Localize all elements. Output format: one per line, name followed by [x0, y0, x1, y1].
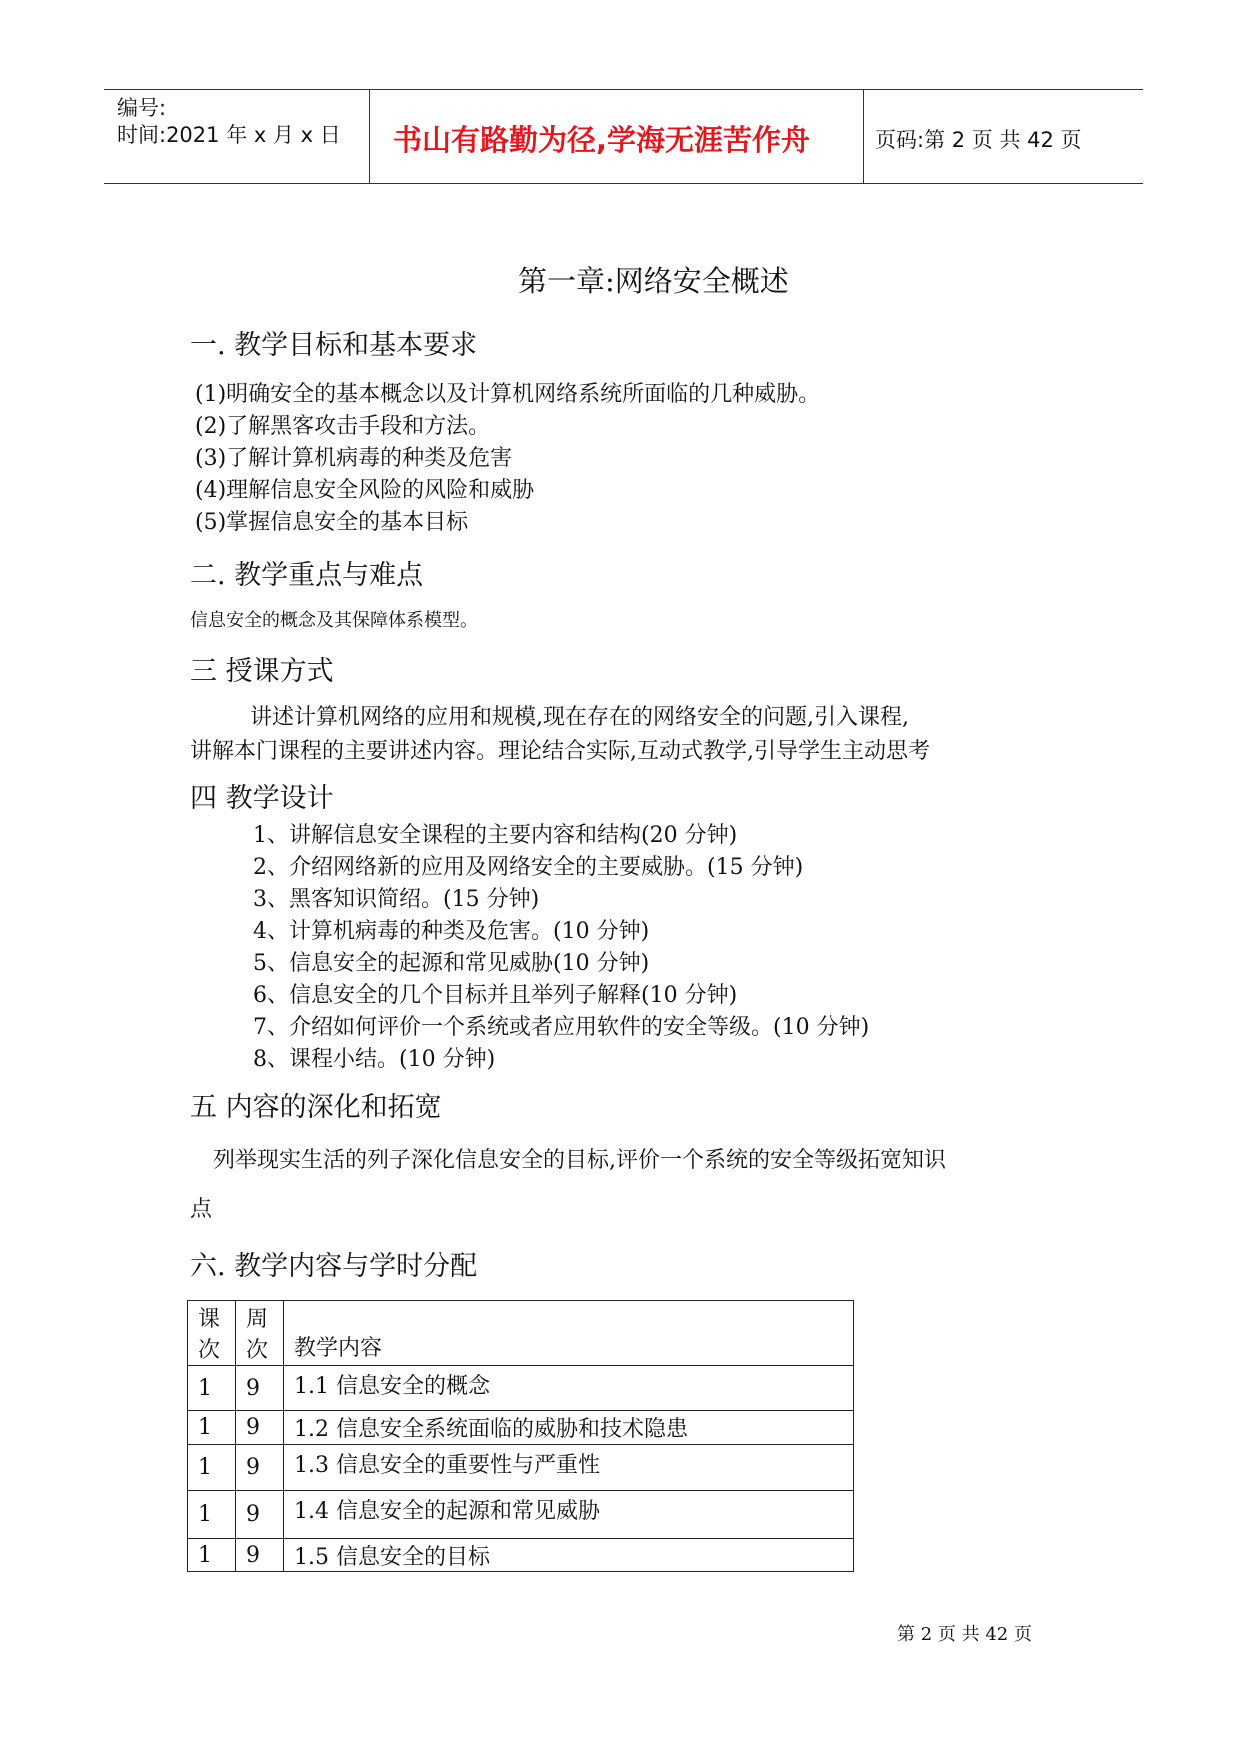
- list-item: 8、课程小结。(10 分钟): [253, 1047, 496, 1072]
- header-char: 次: [198, 1338, 221, 1363]
- content-table: [187, 1300, 854, 1572]
- list-item: (4)理解信息安全风险的风险和威胁: [195, 478, 535, 503]
- table-cell: 1.1 信息安全的概念: [284, 1366, 854, 1411]
- paragraph-text: 讲述计算机网络的应用和规模,现在存在的网络安全的问题,引入课程,: [250, 705, 909, 730]
- section-heading: 六. 教学内容与学时分配: [190, 1251, 478, 1282]
- table-header-row: [188, 1301, 854, 1366]
- header-char: 次: [246, 1338, 269, 1363]
- header-page-label: 页码:第 2 页 共 42 页: [875, 128, 1082, 152]
- paragraph-text: 列举现实生活的列子深化信息安全的目标,评价一个系统的安全等级拓宽知识: [213, 1148, 946, 1173]
- header-motto: 书山有路勤为径,学海无涯苦作舟: [393, 123, 811, 157]
- chapter-title: 第一章:网络安全概述: [518, 264, 789, 298]
- table-row: [188, 1445, 854, 1491]
- list-item: 3、黑客知识简绍。(15 分钟): [253, 887, 540, 912]
- list-item: (5)掌握信息安全的基本目标: [195, 510, 469, 535]
- list-item: 6、信息安全的几个目标并且举列子解释(10 分钟): [253, 983, 738, 1008]
- table-cell: 9: [236, 1539, 284, 1572]
- table-cell: 1: [188, 1491, 236, 1539]
- section-heading: 一. 教学目标和基本要求: [190, 330, 478, 361]
- list-item: (1)明确安全的基本概念以及计算机网络系统所面临的几种威胁。: [195, 382, 821, 407]
- paragraph-text: 讲解本门课程的主要讲述内容。理论结合实际,互动式教学,引导学生主动思考: [190, 739, 930, 764]
- list-item: 2、介绍网络新的应用及网络安全的主要威胁。(15 分钟): [253, 855, 804, 880]
- table-cell: 1.3 信息安全的重要性与严重性: [284, 1445, 854, 1491]
- table-header-cell: [236, 1301, 284, 1366]
- table-cell: 9: [236, 1445, 284, 1491]
- list-item: (3)了解计算机病毒的种类及危害: [195, 446, 513, 471]
- header-time-label: 时间:2021 年 x 月 x 日: [117, 123, 341, 147]
- table-row: [188, 1491, 854, 1539]
- page-footer: 第 2 页 共 42 页: [897, 1624, 1032, 1645]
- table-cell: 1: [188, 1445, 236, 1491]
- section-heading: 四 教学设计: [190, 783, 334, 814]
- header-top-rule: [104, 89, 1143, 90]
- table-cell: 1: [188, 1366, 236, 1411]
- header-char: 周: [246, 1307, 269, 1332]
- list-item: 7、介绍如何评价一个系统或者应用软件的安全等级。(10 分钟): [253, 1015, 870, 1040]
- table-cell: 9: [236, 1366, 284, 1411]
- table-cell: 9: [236, 1411, 284, 1445]
- list-item: 1、讲解信息安全课程的主要内容和结构(20 分钟): [253, 823, 738, 848]
- paragraph-text: 点: [190, 1197, 213, 1222]
- section-heading: 二. 教学重点与难点: [190, 560, 424, 591]
- table-row: [188, 1539, 854, 1572]
- table-cell: 1: [188, 1411, 236, 1445]
- table-cell: 9: [236, 1491, 284, 1539]
- header-char: 课: [198, 1307, 221, 1332]
- header-label: 教学内容: [294, 1336, 383, 1361]
- header-serial-label: 编号:: [117, 96, 167, 120]
- section-heading: 三 授课方式: [190, 656, 334, 687]
- table-header-cell: [188, 1301, 236, 1366]
- table-cell: 1.4 信息安全的起源和常见威胁: [284, 1491, 854, 1539]
- list-item: 4、计算机病毒的种类及危害。(10 分钟): [253, 919, 650, 944]
- paragraph-text: 信息安全的概念及其保障体系模型。: [190, 610, 478, 631]
- table-header-cell: [284, 1301, 854, 1366]
- table-cell: 1: [188, 1539, 236, 1572]
- section-heading: 五 内容的深化和拓宽: [190, 1092, 442, 1123]
- table-cell: 1.2 信息安全系统面临的威胁和技术隐患: [284, 1411, 854, 1445]
- list-item: (2)了解黑客攻击手段和方法。: [195, 414, 491, 439]
- list-item: 5、信息安全的起源和常见威胁(10 分钟): [253, 951, 650, 976]
- header-bottom-rule: [104, 183, 1143, 184]
- header-divider-right: [863, 89, 864, 183]
- header-divider-left: [369, 89, 370, 183]
- table-row: [188, 1411, 854, 1445]
- table-row: [188, 1366, 854, 1411]
- table-cell: 1.5 信息安全的目标: [284, 1539, 854, 1572]
